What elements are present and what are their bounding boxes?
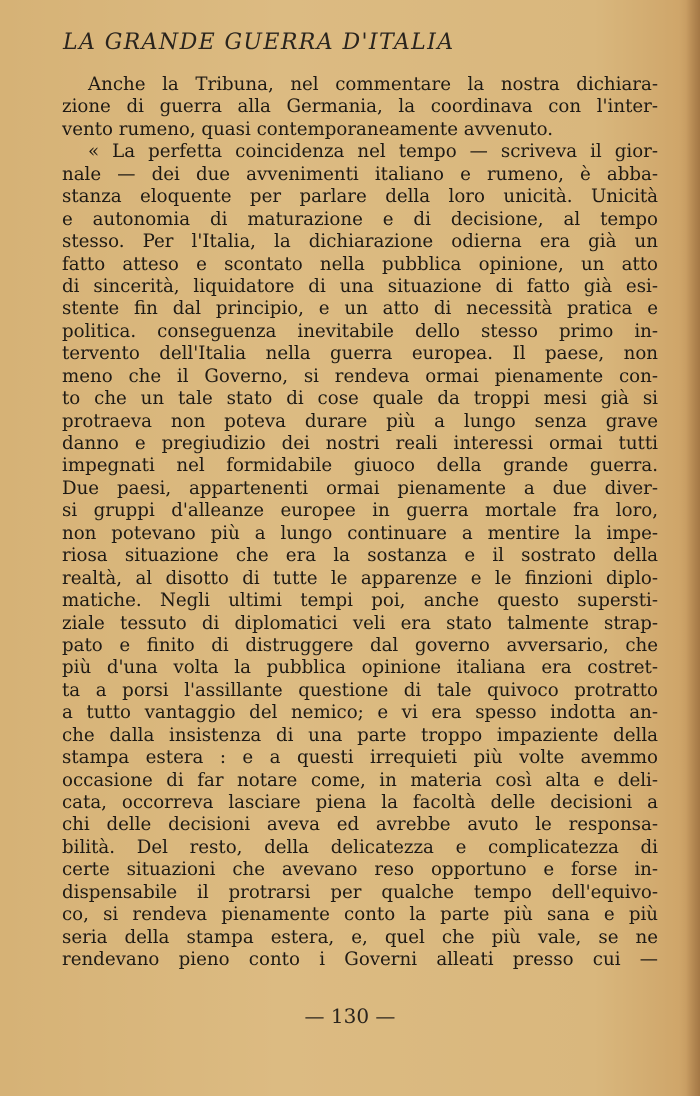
text-line: impegnati nel formidabile giuoco della grande guerra. — [62, 455, 658, 477]
text-line: co, si rendeva pienamente conto la parte più sana e più — [62, 904, 658, 926]
body-text — [62, 74, 658, 972]
text-line: matiche. Negli ultimi tempi poi, anche questo supersti- — [62, 590, 658, 612]
text-line: di sincerità, liquidatore di una situazione di fatto già esi- — [62, 275, 658, 297]
page-number: — 130 — — [304, 1004, 396, 1028]
text-line: stente fin dal principio, e un atto di necessità pratica e — [62, 298, 658, 320]
text-line: to che un tale stato di cose quale da troppi mesi già si — [62, 388, 658, 410]
text-line: Anche la Tribuna, nel commentare la nostra dichiara- — [88, 74, 658, 95]
text-line: politica. conseguenza inevitabile dello stesso primo in- — [62, 320, 658, 342]
text-line: riosa situazione che era la sostanza e il sostrato della — [62, 545, 658, 567]
text-line: stampa estera : e a questi irrequieti più volte avemmo — [62, 747, 658, 769]
text-line: vento rumeno, quasi contemporaneamente avvenuto. — [62, 118, 554, 140]
text-line: più d'una volta la pubblica opinione italiana era costret- — [62, 657, 658, 679]
text-line: Due paesi, appartenenti ormai pienamente a due diver- — [62, 477, 658, 499]
text-line: rendevano pieno conto i Governi alleati presso cui — — [62, 949, 658, 971]
text-line: non potevano più a lungo continuare a mentire la impe- — [62, 522, 658, 544]
text-line: protraeva non poteva durare più a lungo senza grave — [62, 410, 658, 432]
text-line: stanza eloquente per parlare della loro unicità. Unicità — [62, 186, 658, 208]
text-line: nale — dei due avvenimenti italiano e rumeno, è abba- — [62, 163, 658, 185]
text-line: dispensabile il protrarsi per qualche tempo dell'equivo- — [62, 881, 658, 903]
text-line: pato e finito di distruggere dal governo avversario, che — [62, 634, 658, 656]
text-line: zione di guerra alla Germania, la coordinava con l'inter- — [62, 96, 658, 118]
text-line: chi delle decisioni aveva ed avrebbe avuto le responsa- — [62, 814, 658, 836]
text-line: che dalla insistenza di una parte troppo impaziente della — [62, 724, 658, 746]
text-line: danno e pregiudizio dei nostri reali interessi ormai tutti — [62, 433, 658, 454]
text-line: certe situazioni che avevano reso opportuno e forse in- — [62, 859, 658, 881]
text-line: « La perfetta coincidenza nel tempo — scriveva il gior- — [88, 141, 658, 163]
text-line: ta a porsi l'assillante questione di tale quivoco protratto — [62, 679, 658, 701]
text-line: occasione di far notare come, in materia così alta e deli- — [62, 769, 658, 791]
page-edge-shadow — [686, 0, 700, 1096]
text-line: meno che il Governo, si rendeva ormai pienamente con- — [62, 365, 658, 387]
text-line: realtà, al disotto di tutte le apparenze e le finzioni diplo- — [62, 567, 658, 589]
text-line: cata, occorreva lasciare piena la facoltà delle decisioni a — [62, 792, 658, 813]
text-line: a tutto vantaggio del nemico; e vi era spesso indotta an- — [62, 702, 658, 724]
text-line: bilità. Del resto, della delicatezza e complicatezza di — [62, 836, 658, 858]
text-line: si gruppi d'alleanze europee in guerra mortale fra loro, — [62, 500, 658, 522]
text-line: seria della stampa estera, e, quel che più vale, se ne — [62, 926, 658, 948]
text-line: tervento dell'Italia nella guerra europea. Il paese, non — [62, 343, 658, 365]
text-line: stesso. Per l'Italia, la dichiarazione odierna era già un — [62, 231, 658, 253]
text-line: e autonomia di maturazione e di decisione, al tempo — [62, 208, 658, 230]
text-line: fatto atteso e scontato nella pubblica opinione, un atto — [62, 253, 658, 275]
running-head: LA GRANDE GUERRA D'ITALIA — [63, 30, 455, 55]
text-line: ziale tessuto di diplomatici veli era stato talmente strap- — [62, 612, 658, 634]
